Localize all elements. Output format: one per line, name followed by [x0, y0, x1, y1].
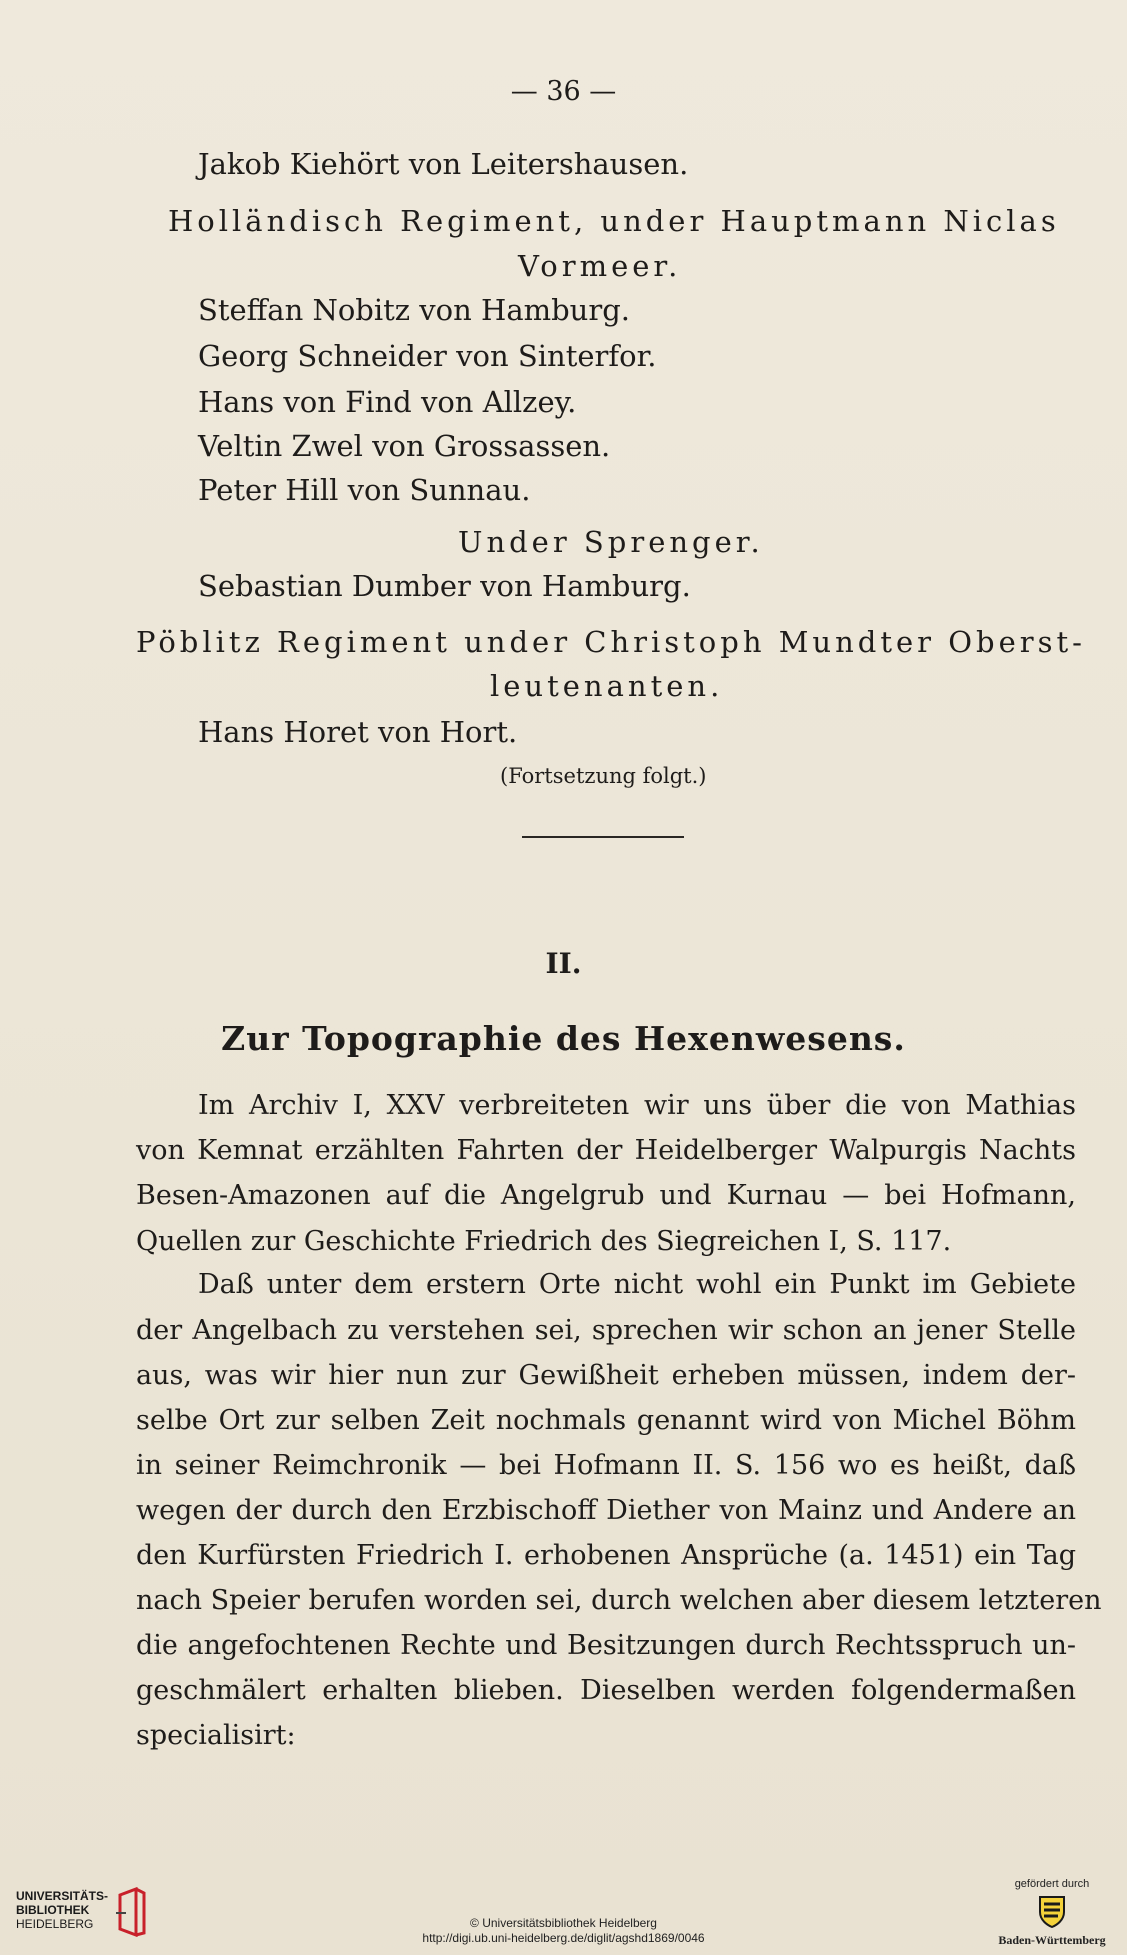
text-line: Hans Horet von Hort.: [198, 715, 518, 749]
text-line: Hans von Find von Allzey.: [198, 385, 577, 419]
section-title: Zur Topographie des Hexenwesens.: [221, 1019, 906, 1058]
paragraph-line: geschmälert erhalten blieben. Dieselben werden folgendermaßen: [136, 1675, 1076, 1706]
regiment-heading-continued: Vormeer.: [518, 249, 682, 283]
paragraph-line: der Angelbach zu verstehen sei, sprechen wir schon an jener Stelle: [136, 1315, 1076, 1346]
section-number: II.: [545, 947, 582, 980]
subheading: Under Sprenger.: [458, 525, 764, 559]
paragraph-line: specialisirt:: [136, 1720, 296, 1751]
sponsor-block[interactable]: [990, 1878, 1114, 1948]
sponsor-label: gefördert durch: [1014, 1878, 1090, 1890]
library-name-line: BIBLIOTHEK: [16, 1903, 90, 1917]
paragraph-line: von Kemnat erzählten Fahrten der Heidelberger Walpurgis Nachts: [136, 1135, 1076, 1166]
text-line: Sebastian Dumber von Hamburg.: [198, 569, 691, 603]
text-line: Jakob Kiehört von Leitershausen.: [198, 147, 689, 181]
paragraph-line: Besen-Amazonen auf die Angelgrub und Kurnau — bei Hofmann,: [136, 1180, 1076, 1211]
regiment-heading: Holländisch Regiment, under Hauptmann Niclas: [168, 204, 1060, 238]
footer-citation: [0, 1916, 1127, 1946]
text-line: Peter Hill von Sunnau.: [198, 473, 531, 507]
paragraph-line: Quellen zur Geschichte Friedrich des Siegreichen I, S. 117.: [136, 1226, 952, 1257]
paragraph-line: nach Speier berufen worden sei, durch welchen aber diesem letzteren: [136, 1585, 1102, 1616]
copyright-text: © Universitätsbibliothek Heidelberg: [470, 1916, 657, 1930]
state-coat-of-arms-icon: [1035, 1894, 1069, 1928]
regiment-heading: Pöblitz Regiment under Christoph Mundter Oberst-: [136, 625, 1086, 659]
paragraph-line: die angefochtenen Rechte und Besitzungen durch Rechtsspruch un-: [136, 1630, 1076, 1661]
text-line: Veltin Zwel von Grossassen.: [198, 429, 611, 463]
paragraph-line: Im Archiv I, XXV verbreiteten wir uns über die von Mathias: [198, 1090, 1076, 1121]
library-name-line: HEIDELBERG: [16, 1917, 94, 1931]
text-line: Steffan Nobitz von Hamburg.: [198, 293, 630, 327]
paragraph-line: selbe Ort zur selben Zeit nochmals genannt wird von Michel Böhm: [136, 1405, 1076, 1436]
paragraph-line: aus, was wir hier nun zur Gewißheit erheben müssen, indem der-: [136, 1360, 1076, 1391]
sponsor-name: Baden-Württemberg: [998, 1933, 1106, 1947]
paragraph-line: Daß unter dem erstern Orte nicht wohl ein Punkt im Gebiete: [198, 1269, 1076, 1300]
text-line: Georg Schneider von Sinterfor.: [198, 339, 657, 373]
continuation-note: (Fortsetzung folgt.): [500, 764, 707, 788]
page-number: — 36 —: [510, 76, 617, 107]
library-name-line: UNIVERSITÄTS-: [16, 1889, 109, 1903]
paragraph-line: den Kurfürsten Friedrich I. erhobenen Ansprüche (a. 1451) ein Tag: [136, 1540, 1076, 1571]
paragraph-line: in seiner Reimchronik — bei Hofmann II. S. 156 wo es heißt, daß: [136, 1450, 1076, 1481]
regiment-heading-continued: leutenanten.: [490, 669, 724, 703]
paragraph-line: wegen der durch den Erzbischoff Diether von Mainz und Andere an: [136, 1495, 1076, 1526]
permalink[interactable]: http://digi.ub.uni-heidelberg.de/diglit/agshd1869/0046: [422, 1931, 705, 1945]
section-divider: [522, 836, 684, 838]
